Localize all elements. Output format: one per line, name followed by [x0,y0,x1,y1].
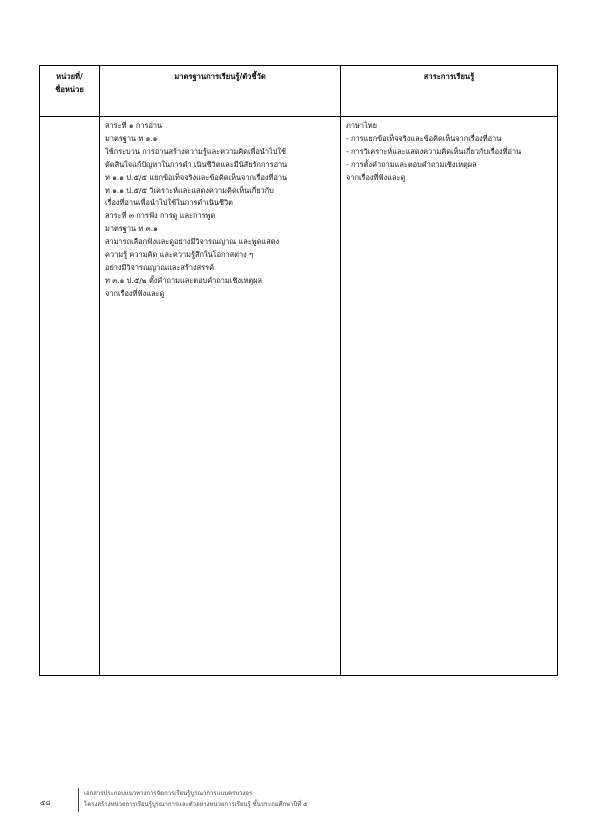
table-header-row [40,66,558,117]
header-unit [40,66,100,117]
footer-line-1: เอกสารประกอบแนวทางการจัดการเรียนรู้บูรณาการแบบครบวงจร [84,790,253,797]
content-line: - การแยกข้อเท็จจริงและข้อคิดเห็นจากเรื่องที่อ่าน [346,133,502,143]
table-row [40,117,558,676]
page-number: ๕๘ [40,799,51,807]
curriculum-table [39,65,558,676]
header-unit-line-2: ชื่อหน่วย [55,85,84,94]
header-unit-line-1: หน่วยที่/ [56,72,83,81]
footer-text [84,789,308,810]
footer-divider [78,788,79,812]
standards-line: สาระที่ ๓ การฟัง การดู และการพูด [105,211,216,221]
standards-line: ตัดสินใจแก้ปัญหาในการดำ เนินชีวิตและมีนิสัยรักการอ่าน [105,159,288,169]
header-standards: มาตรฐานการเรียนรู้/ตัวชี้วัด [100,66,341,117]
standards-line: ท ๓.๑ ป.๕/๒ ตั้งคำถามและตอบคำถามเชิงเหตุผล [105,275,262,285]
standards-line: เรื่องที่อ่านเพื่อนำไปใช้ในการดำเนินชีวิต [105,198,233,208]
standards-line: อย่างมีวิจารณญาณและสร้างสรรค์ [105,262,215,272]
content-line: - การวิเคราะห์และแสดงความคิดเห็นเกี่ยวกับเรื่องที่อ่าน [346,146,522,156]
standards-cell [100,117,341,676]
standards-line: จากเรื่องที่ฟังและดู [105,288,165,298]
standards-line: ท ๑.๑ ป.๕/๕ แยกข้อเท็จจริงและข้อคิดเห็นจากเรื่องที่อ่าน [105,172,288,182]
standards-line: มาตรฐาน ท ๓.๑ [105,224,158,234]
footer-line-2: โครงสร้างหน่วยการเรียนรู้บูรณาการและตัวอย่างหน่วยการเรียนรู้ ชั้นประถมศึกษาปีที่ ๕ [84,800,308,808]
standards-line: สามารถเลือกฟังและดูอย่างมีวิจารณญาณ และพูดแสดง [105,237,280,247]
page-footer [40,788,560,818]
header-content: สาระการเรียนรู้ [341,66,558,117]
content-line: จากเรื่องที่ฟังและดู [346,172,406,182]
content-cell [341,117,558,676]
standards-line: มาตรฐาน ท ๑.๑ [105,133,158,143]
content-line: - การตั้งคำถามและตอบคำถามเชิงเหตุผล [346,159,477,169]
unit-cell [40,117,100,676]
standards-line: ท ๑.๑ ป.๕/๕ วิเคราะห์และแสดงความคิดเห็นเกี่ยวกับ [105,185,274,195]
standards-line: ความรู้ ความคิด และความรู้สึกในโอกาสต่าง ๆ [105,250,254,260]
content-line: ภาษาไทย [346,121,377,130]
standards-line: สาระที่ ๑ การอ่าน [105,121,163,130]
standards-line: ใช้กระบวน การอ่านสร้างความรู้และความคิดเพื่อนำไปใช้ [105,146,287,156]
